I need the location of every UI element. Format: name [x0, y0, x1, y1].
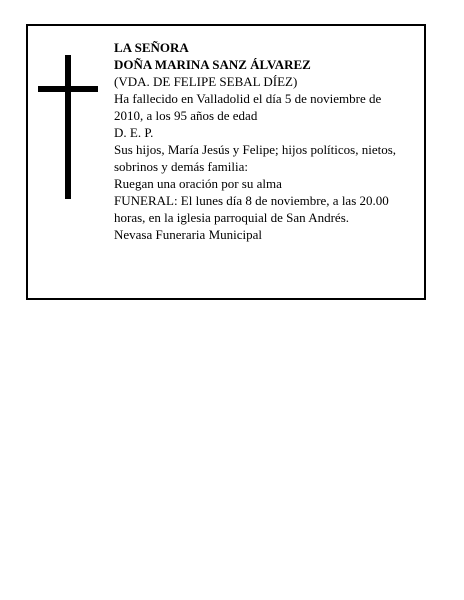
notice-text-block: [114, 39, 412, 243]
obituary-notice: [26, 24, 426, 300]
death-announcement: Ha fallecido en Valladolid el día 5 de noviembre de 2010, a los 95 años de edad: [114, 91, 382, 123]
latin-cross-icon: [38, 55, 98, 199]
cross-vertical-bar: [65, 55, 71, 199]
funeral-details: FUNERAL: El lunes día 8 de noviembre, a las 20.00 horas, en la iglesia parroquial de San Andrés.: [114, 193, 389, 225]
notice-title: LA SEÑORA: [114, 40, 189, 55]
rip-line: D. E. P.: [114, 125, 154, 140]
funeral-home: Nevasa Funeraria Municipal: [114, 227, 263, 242]
deceased-name: DOÑA MARINA SANZ ÁLVAREZ: [114, 57, 311, 72]
widow-of-line: (VDA. DE FELIPE SEBAL DÍEZ): [114, 74, 298, 89]
cross-horizontal-bar: [38, 86, 98, 92]
family-line: Sus hijos, María Jesús y Felipe; hijos políticos, nietos, sobrinos y demás familia:: [114, 142, 397, 174]
prayer-request: Ruegan una oración por su alma: [114, 176, 282, 191]
